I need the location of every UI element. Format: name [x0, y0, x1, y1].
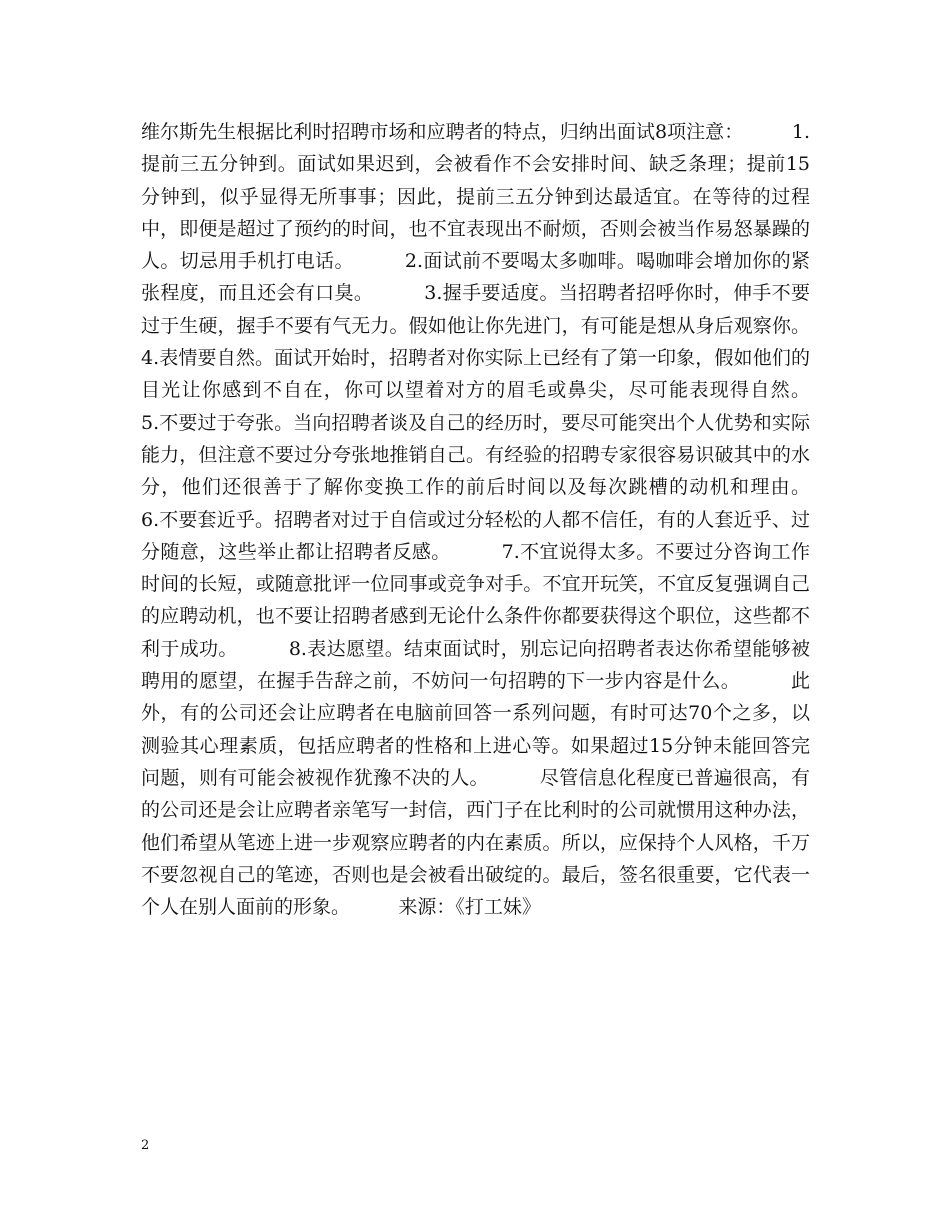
document-body-text: 维尔斯先生根据比利时招聘市场和应聘者的特点，归纳出面试8项注意： 1.提前三五分钟到。面试如果迟到，会被看作不会安排时间、缺乏条理；提前15分钟到，似乎显得无所事事；因此，提前三五分钟到达最适宜。在等待的过程中，即便是超过了预约的时间，也不宜表现出不耐烦，否则会被当作易怒暴躁的人。切忌用手机打电话。 2.面试前不要喝太多咖啡。喝咖啡会增加你的紧张程度，而且还会有口臭。 3.握手要适度。当招聘者招呼你时，伸手不要过于生硬，握手不要有气无力。假如他让你先进门，有可能是想从身后观察你。 4.表情要自然。面试开始时，招聘者对你实际上已经有了第一印象，假如他们的目光让你感到不自在，你可以望着对方的眉毛或鼻尖，尽可能表现得自然。 5.不要过于夸张。当向招聘者谈及自己的经历时，要尽可能突出个人优势和实际能力，但注意不要过分夸张地推销自己。有经验的招聘专家很容易识破其中的水分，他们还很善于了解你变换工作的前后时间以及每次跳槽的动机和理由。 6.不要套近乎。招聘者对过于自信或过分轻松的人都不信任，有的人套近乎、过分随意，这些举止都让招聘者反感。 7.不宜说得太多。不要过分咨询工作时间的长短，或随意批评一位同事或竞争对手。不宜开玩笑，不宜反复强调自己的应聘动机，也不要让招聘者感到无论什么条件你都要获得这个职位，这些都不利于成功。 8.表达愿望。结束面试时，别忘记向招聘者表达你希望能够被聘用的愿望，在握手告辞之前，不妨问一句招聘的下一步内容是什么。 此外，有的公司还会让应聘者在电脑前回答一系列问题，有时可达70个之多，以测验其心理素质，包括应聘者的性格和上进心等。如果超过15分钟未能回答完问题，则有可能会被视作犹豫不决的人。 尽管信息化程度已普遍很高，有的公司还是会让应聘者亲笔写一封信，西门子在比利时的公司就惯用这种办法，他们希望从笔迹上进一步观察应聘者的内在素质。所以，应保持个人风格，千万不要忽视自己的笔迹，否则也是会被看出破绽的。最后，签名很重要，它代表一个人在别人面前的形象。 来源：《打工妹》	[141, 121, 859, 919]
page-number: 2	[141, 1138, 150, 1153]
